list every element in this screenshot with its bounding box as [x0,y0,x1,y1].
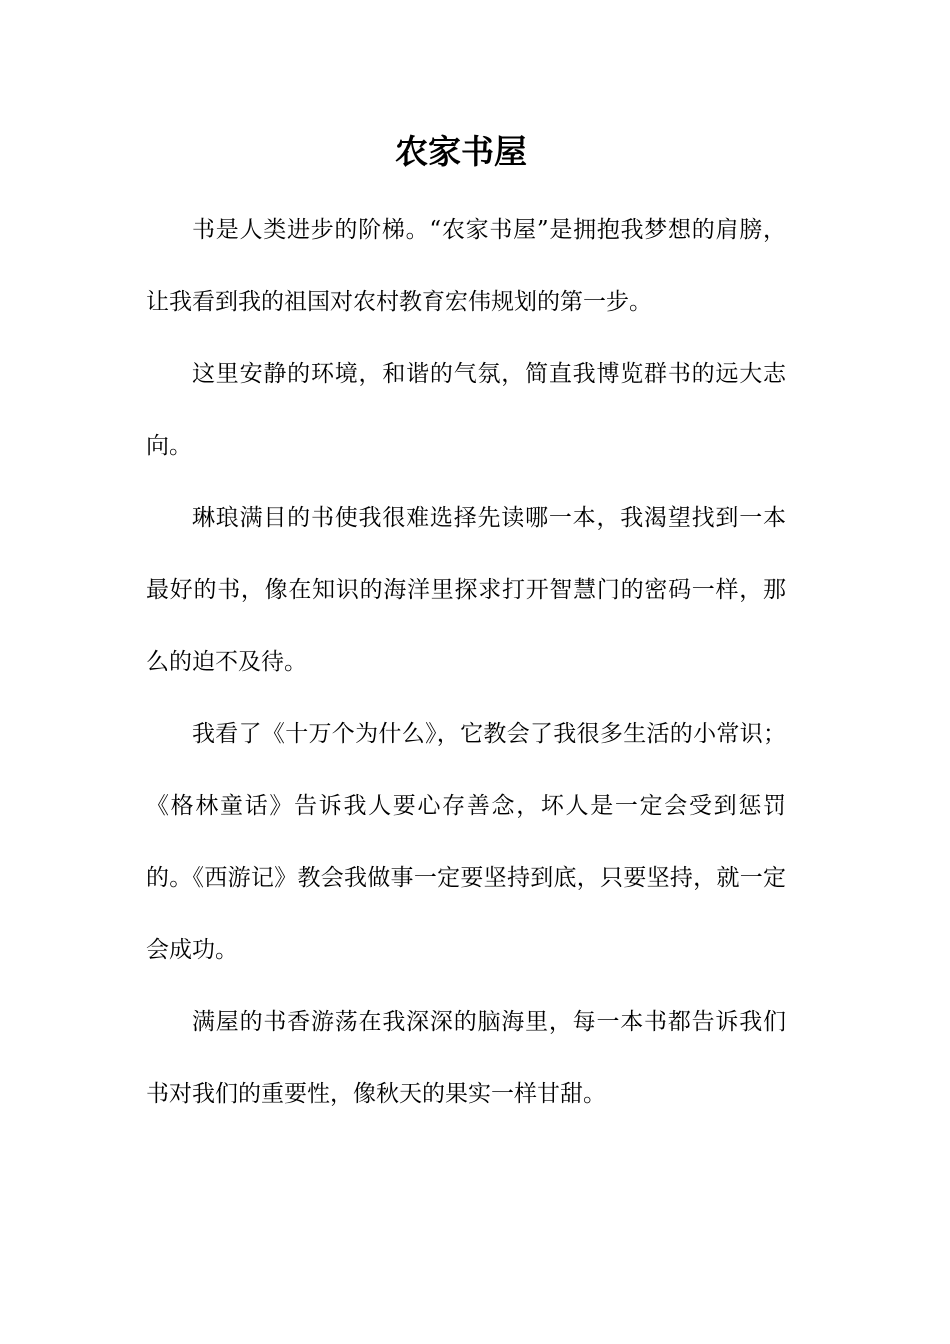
paragraph-3: 琳琅满目的书使我很难选择先读哪一本，我渴望找到一本最好的书，像在知识的海洋里探求打开智慧门的密码一样，那么的迫不及待。 [146,505,786,675]
paragraph-2: 这里安静的环境，和谐的气氛，简直我博览群书的远大志向。 [146,361,786,459]
paragraph-5: 满屋的书香游荡在我深深的脑海里，每一本书都告诉我们书对我们的重要性，像秋天的果实一样甘甜。 [146,1009,786,1107]
document-title: 农家书屋 [395,132,527,171]
paragraph-4: 我看了《十万个为什么》，它教会了我很多生活的小常识；《格林童话》告诉我人要心存善念，坏人是一定会受到惩罚的。《西游记》教会我做事一定要坚持到底，只要坚持，就一定会成功。 [146,721,786,963]
paragraph-1: 书是人类进步的阶梯。“农家书屋”是拥抱我梦想的肩膀，让我看到我的祖国对农村教育宏伟规划的第一步。 [146,217,786,315]
document-body [146,194,786,1130]
